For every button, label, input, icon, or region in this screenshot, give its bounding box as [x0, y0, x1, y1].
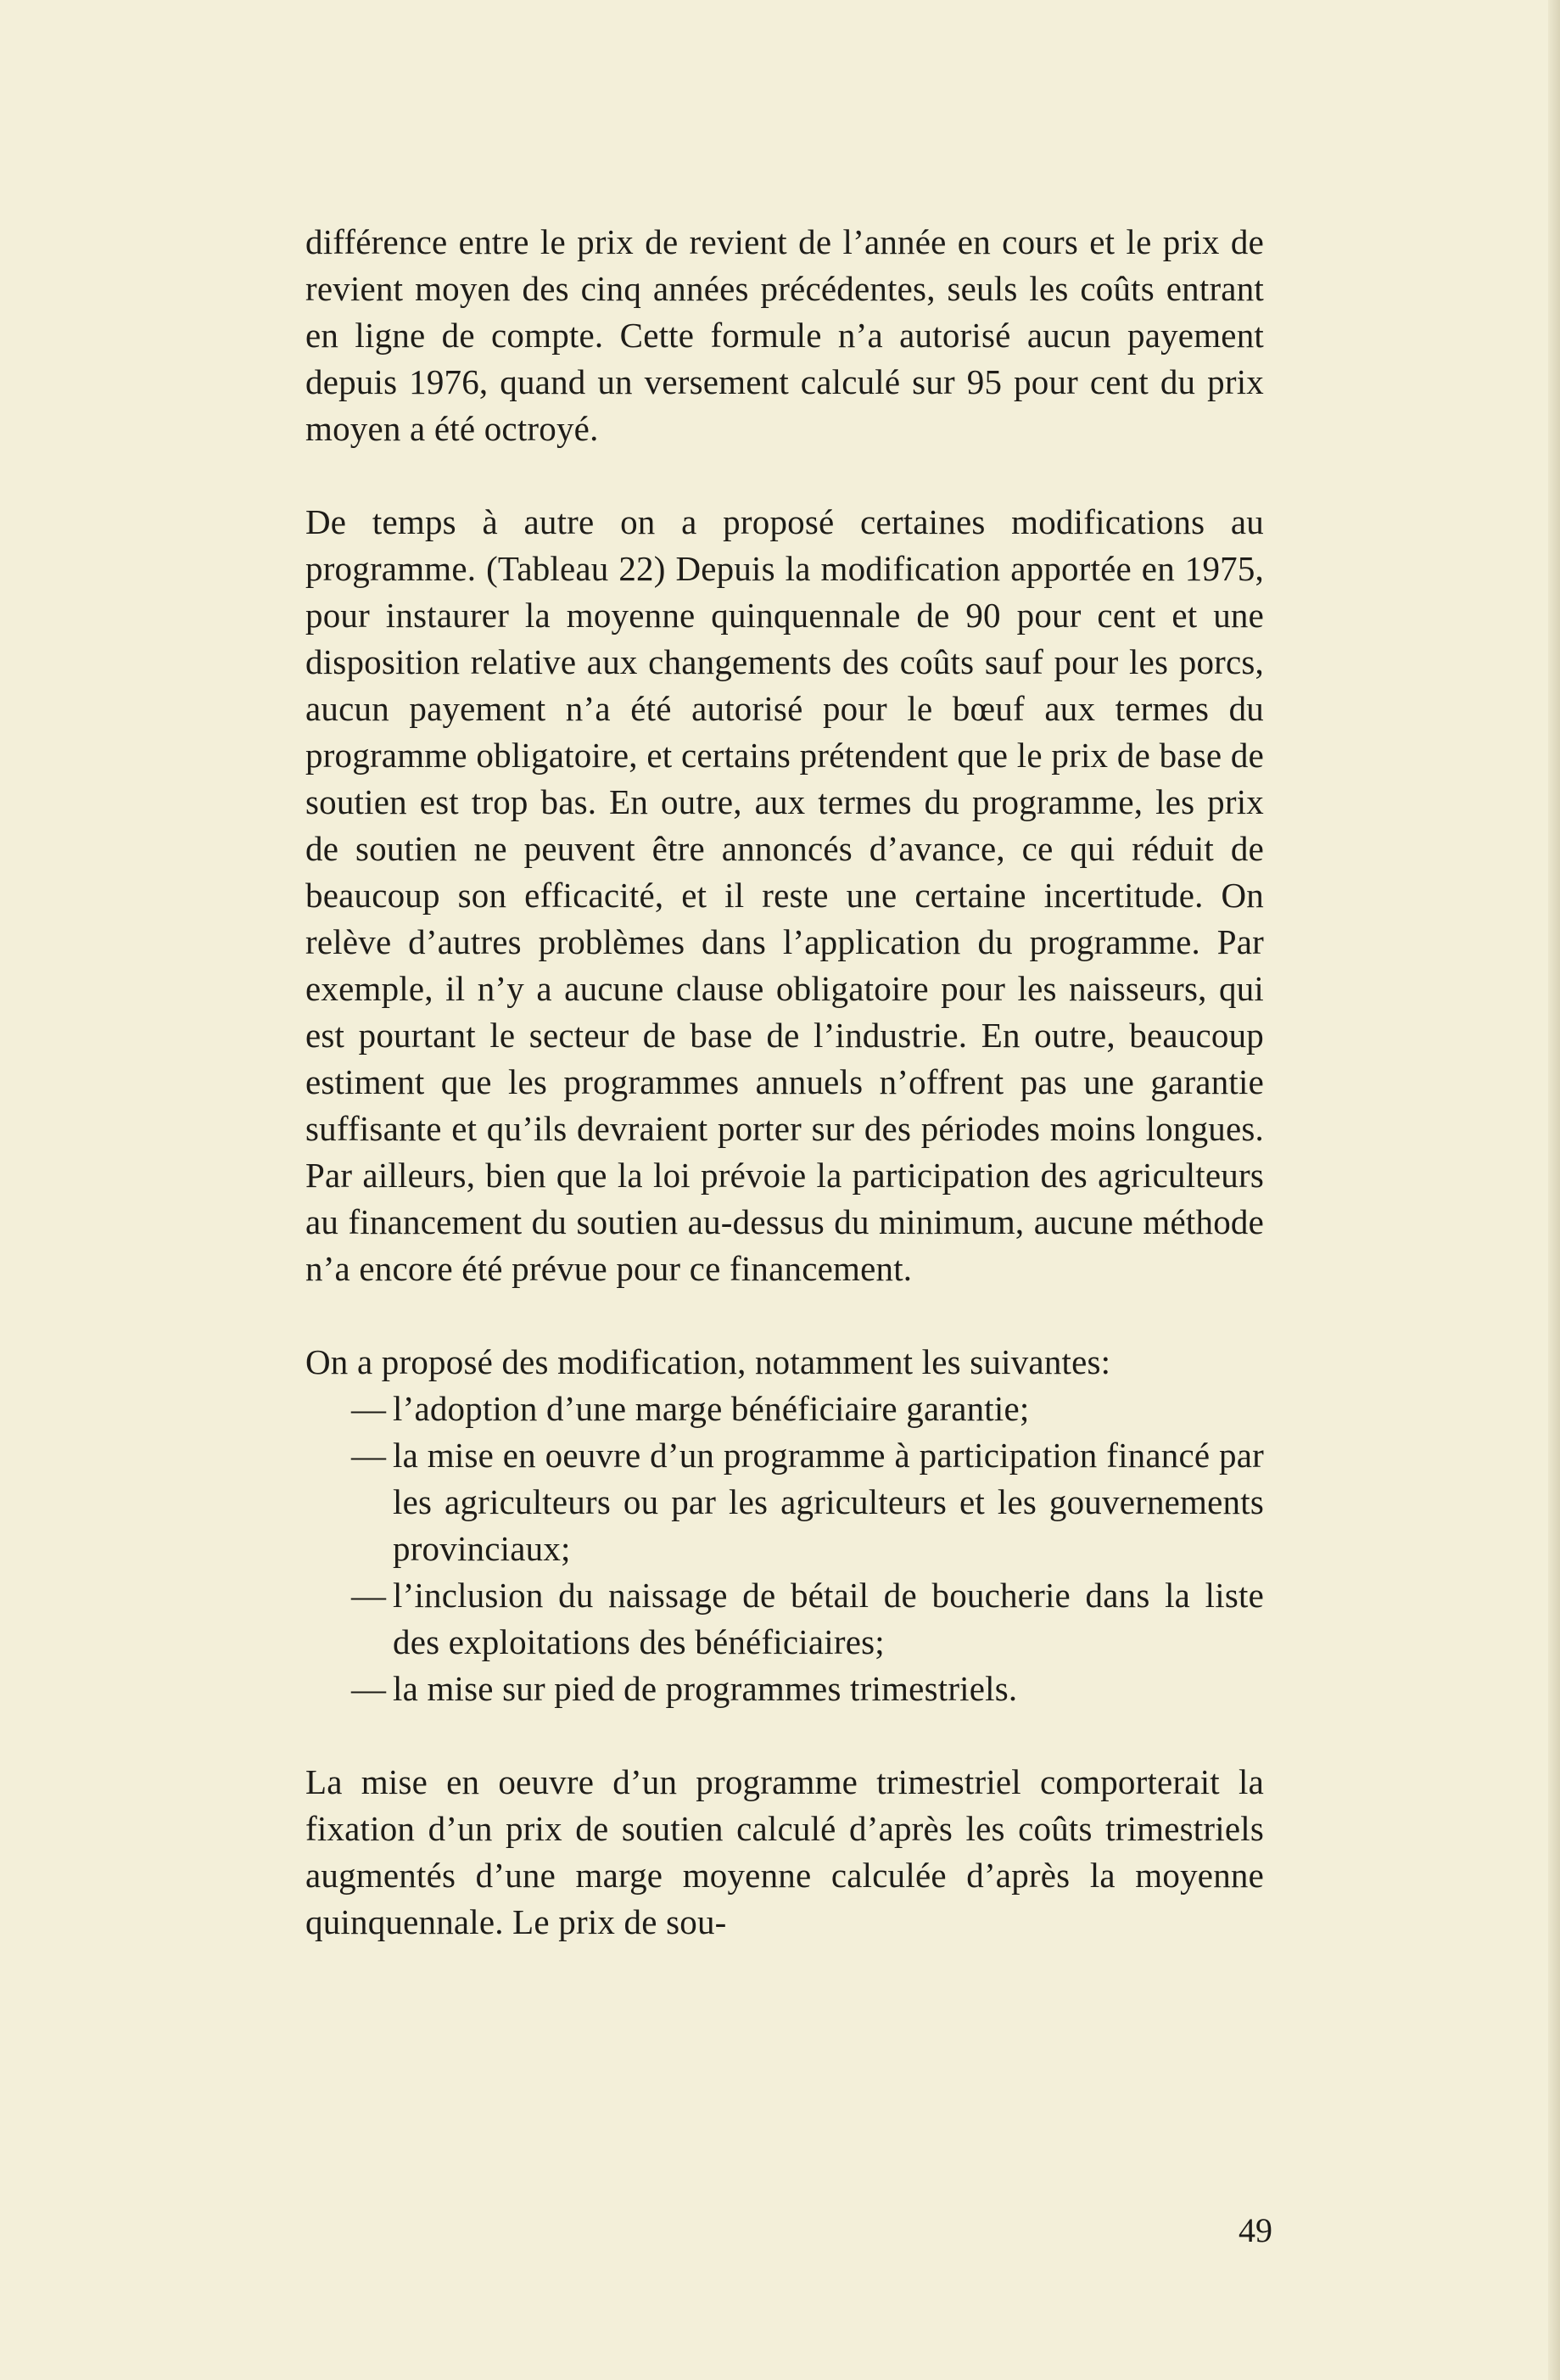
paragraph-quarterly-program: La mise en oeuvre d’un programme trimestriel comporterait la fixation d’un prix de soutien calculé d’après les coûts trimestriels augmentés d’une marge moyenne calculée d’après la moyenne quinquennale. Le prix de sou- — [305, 1762, 1264, 1941]
dash-bullet: — — [351, 1389, 387, 1428]
dash-bullet: — — [351, 1669, 387, 1708]
dash-bullet: — — [351, 1576, 387, 1615]
paragraph-continuation: différence entre le prix de revient de l’année en cours et le prix de revient moyen des cinq années précédentes, seuls les coûts entrant en ligne de compte. Cette formule n’a autorisé aucun payement depuis 1976, quand un versement calculé sur 95 pour cent du prix moyen a été octroyé. — [305, 222, 1264, 448]
paragraph-program-changes: De temps à autre on a proposé certaines modifications au programme. (Tableau 22) Depuis la modification apportée en 1975, pour instaurer la moyenne quinquennale de 90 pour cent et une disposition relative aux changements des coûts sauf pour les porcs, aucun payement n’a été autorisé pour le bœuf aux termes du programme obligatoire, et certains prétendent que le prix de base de soutien est trop bas. En outre, aux termes du programme, les prix de soutien ne peuvent être annoncés d’avance, ce qui réduit de beaucoup son efficacité, et il reste une certaine incertitude. On relève d’autres problèmes dans l’application du programme. Par exemple, il n’y a aucune clause obligatoire pour les naisseurs, qui est pourtant le secteur de base de l’industrie. En outre, beaucoup estiment que les programmes annuels n’offrent pas une garantie suffisante et qu’ils devraient porter sur des périodes moins longues. Par ailleurs, bien que la loi prévoie la participation des agriculteurs au financement du soutien au-dessus du minimum, aucune méthode n’a encore été prévue pour ce financement. — [305, 502, 1264, 1288]
modifications-lead: On a proposé des modification, notamment les suivantes: — [305, 1342, 1111, 1381]
list-item — [305, 1432, 1264, 1572]
list-item-text: la mise en oeuvre d’un programme à participation financé par les agriculteurs ou par les agriculteurs et les gouvernements provinciaux; — [393, 1436, 1264, 1568]
modifications-list — [305, 1386, 1264, 1712]
page-number: 49 — [1238, 2211, 1272, 2249]
list-item — [305, 1572, 1264, 1666]
page-edge — [1548, 0, 1560, 2380]
list-item-text: l’inclusion du naissage de bétail de boucherie dans la liste des exploitations des bénéficiaires; — [393, 1576, 1264, 1661]
list-item-text: la mise sur pied de programmes trimestriels. — [393, 1669, 1018, 1708]
body-text — [305, 219, 1264, 1992]
list-item-text: l’adoption d’une marge bénéficiaire garantie; — [393, 1389, 1030, 1428]
list-item — [305, 1666, 1264, 1712]
list-item — [305, 1386, 1264, 1432]
dash-bullet: — — [351, 1436, 387, 1475]
